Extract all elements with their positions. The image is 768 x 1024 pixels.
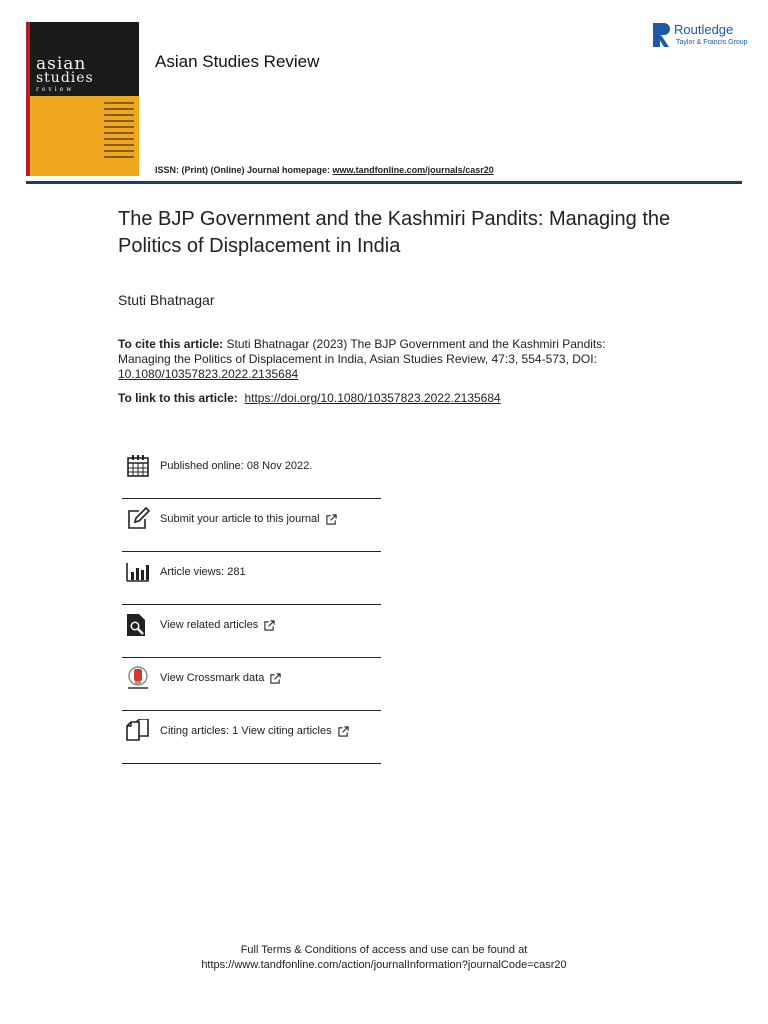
terms-footer	[0, 943, 768, 973]
document-search-icon	[126, 613, 150, 637]
external-link-icon	[338, 726, 349, 737]
publisher-group: Taylor & Francis Group	[676, 39, 748, 46]
article-doi-link[interactable]: https://doi.org/10.1080/10357823.2022.2135684	[244, 391, 501, 405]
publisher-name: Routledge	[674, 22, 734, 37]
article-views: Article views: 281	[160, 566, 246, 578]
citing-articles-link[interactable]: Citing articles: 1 View citing articles	[160, 725, 332, 737]
article-info-list	[122, 446, 381, 764]
journal-name: Asian Studies Review	[155, 52, 320, 71]
routledge-logo-icon	[652, 22, 670, 48]
terms-text: Full Terms & Conditions of access and use can be found at	[240, 944, 528, 956]
views-row	[122, 552, 381, 605]
journal-homepage-link[interactable]: www.tandfonline.com/journals/casr20	[332, 165, 494, 175]
journal-cover-image	[26, 22, 139, 176]
issn-text: ISSN: (Print) (Online) Journal homepage:	[155, 165, 333, 175]
edit-icon	[126, 507, 150, 531]
submit-row[interactable]	[122, 499, 381, 552]
crossmark-link[interactable]: View Crossmark data	[160, 672, 265, 684]
issn-line	[155, 165, 494, 175]
cover-title-line1: asian	[36, 54, 87, 74]
published-date: Published online: 08 Nov 2022.	[160, 460, 313, 472]
crossmark-row[interactable]	[122, 658, 381, 711]
link-label: To link to this article:	[118, 391, 238, 405]
external-link-icon	[270, 673, 281, 684]
cover-title-line3: review	[36, 86, 75, 93]
citing-row[interactable]	[122, 711, 381, 764]
related-articles-link[interactable]: View related articles	[160, 619, 259, 631]
terms-url[interactable]: https://www.tandfonline.com/action/journalInformation?journalCode=casr20	[201, 959, 567, 971]
cite-doi-link[interactable]: 10.1080/10357823.2022.2135684	[118, 367, 299, 381]
crossmark-icon	[126, 666, 150, 690]
cite-text: Stuti Bhatnagar (2023) The BJP Government and the Kashmiri Pandits: Managing the Politics of Displacement in India, Asian Studies Review, 47:3, 554-573, DOI:	[118, 337, 606, 366]
publisher-logo	[652, 22, 752, 50]
calendar-icon	[126, 454, 150, 478]
cover-title-line2: studies	[36, 70, 94, 86]
article-title: The BJP Government and the Kashmiri Pandits: Managing the Politics of Displacement in India	[118, 208, 671, 257]
article-link-line	[118, 391, 501, 405]
cover-contents-lines	[104, 102, 134, 168]
bar-chart-icon	[126, 560, 150, 584]
published-row	[122, 446, 381, 499]
cite-label: To cite this article:	[118, 337, 224, 351]
copy-documents-icon	[126, 719, 150, 743]
submit-article-link[interactable]: Submit your article to this journal	[160, 513, 320, 525]
related-row[interactable]	[122, 605, 381, 658]
external-link-icon	[326, 514, 337, 525]
article-author: Stuti Bhatnagar	[118, 292, 215, 308]
header-divider	[26, 181, 742, 184]
citation-block	[118, 337, 658, 382]
external-link-icon	[264, 620, 275, 631]
